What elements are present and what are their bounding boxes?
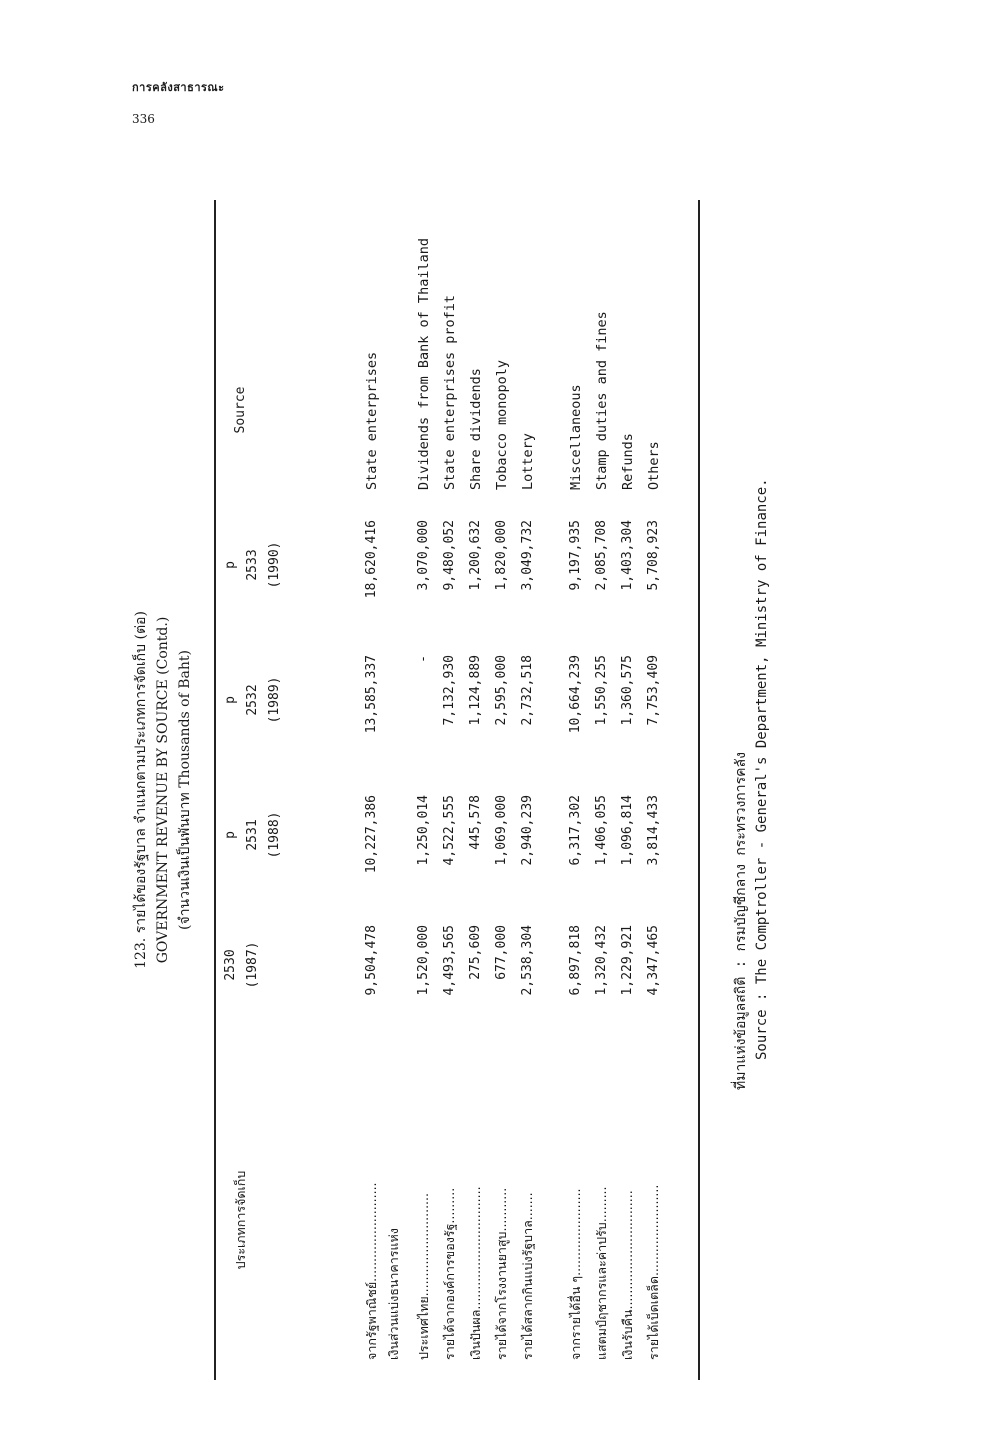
row-value-2: 10,227,386	[364, 795, 379, 874]
row-label: รายได้จากองค์การของรัฐ.........	[442, 1187, 457, 1360]
source-thai: ที่มาแห่งข้อมูลสถิติ : กรมบัญชีกลาง กระทรวงการคลัง	[733, 752, 749, 1090]
row-source: Refunds	[620, 433, 636, 490]
row-value-2: 1,069,000	[494, 795, 509, 866]
row-label: รายได้สลากกินแบ่งรัฐบาล.......	[520, 1192, 535, 1360]
row-value-3: 7,753,409	[646, 655, 661, 726]
row-value-4: 9,197,935	[568, 520, 583, 591]
row-value-3: 2,595,000	[494, 655, 509, 726]
row-value-4: 1,200,632	[468, 520, 483, 591]
col-header-year-1: 2530 (1987)	[223, 941, 260, 989]
row-value-3: 1,360,575	[620, 655, 635, 726]
row-value-4: 1,403,304	[620, 520, 635, 591]
row-value-1: 4,493,565	[442, 925, 457, 996]
row-label: แสตมป์ฤชากรและค่าปรับ.........	[594, 1186, 609, 1360]
row-label: จากรายได้อื่น ๆ......................	[568, 1188, 583, 1360]
row-label: เงินปันผล...............................	[468, 1186, 483, 1360]
row-value-1: 677,000	[494, 925, 509, 980]
table-number: 123.	[133, 937, 149, 969]
col-header-category: ประเภทการจัดเก็บ	[233, 1170, 248, 1270]
row-value-3: 1,550,255	[594, 655, 609, 726]
page-header: การคลังสาธารณะ	[132, 81, 225, 94]
row-value-4: 2,085,708	[594, 520, 609, 591]
row-label: เงินรับคืน..............................	[620, 1190, 635, 1360]
col-header-year-3: p 2532 (1989)	[223, 676, 282, 724]
bottom-rule	[698, 200, 700, 1380]
source-english: Source : The Comptroller - General's Department, Ministry of Finance.	[754, 478, 770, 1060]
row-value-2: 445,578	[468, 795, 483, 850]
row-label: เงินส่วนแบ่งธนาคารแห่ง	[386, 1228, 401, 1360]
row-value-4: 9,480,052	[442, 520, 457, 591]
title-english: GOVERNMENT REVENUE BY SOURCE (Contd.)	[155, 616, 171, 964]
row-value-1: 1,520,000	[416, 925, 431, 996]
row-value-1: 2,538,304	[520, 925, 535, 996]
col-header-year-4: p 2533 (1990)	[223, 541, 282, 589]
row-label: ประเทศไทย..........................	[416, 1193, 431, 1360]
row-value-3: 1,124,889	[468, 655, 483, 726]
row-value-2: 6,317,302	[568, 795, 583, 866]
top-rule	[214, 200, 216, 1380]
row-value-2: 4,522,555	[442, 795, 457, 866]
row-value-4: 18,620,416	[364, 520, 379, 599]
row-value-2: 2,940,239	[520, 795, 535, 866]
row-source: Others	[646, 441, 662, 490]
row-value-2: 1,406,055	[594, 795, 609, 866]
row-value-1: 1,320,432	[594, 925, 609, 996]
row-value-1: 4,347,465	[646, 925, 661, 996]
row-value-3: 10,664,239	[568, 655, 583, 734]
row-value-2: 1,096,814	[620, 795, 635, 866]
row-label: รายได้เบ็ดเตล็ด.......................	[646, 1184, 661, 1360]
row-source: Lottery	[520, 433, 536, 490]
row-value-2: 3,814,433	[646, 795, 661, 866]
row-value-3: 2,732,518	[520, 655, 535, 726]
page-number: 336	[132, 112, 155, 126]
row-value-4: 1,820,000	[494, 520, 509, 591]
row-value-4: 3,070,000	[416, 520, 431, 591]
row-source: Share dividends	[468, 368, 484, 490]
row-value-4: 5,708,923	[646, 520, 661, 591]
row-value-3: -	[416, 655, 431, 663]
title-thai: รายได้ของรัฐบาล จำแนกตามประเภทการจัดเก็บ (ต่อ)	[133, 611, 149, 934]
row-value-1: 6,897,818	[568, 925, 583, 996]
row-source: Tobacco monopoly	[494, 359, 510, 490]
row-value-1: 9,504,478	[364, 925, 379, 996]
row-source: State enterprises	[364, 351, 380, 490]
col-header-source: Source	[233, 386, 248, 434]
row-source: Stamp duties and fines	[594, 311, 610, 490]
row-value-3: 13,585,337	[364, 655, 379, 734]
row-source: Dividends from Bank of Thailand	[416, 238, 432, 490]
row-label: รายได้จากโรงงานยาสูบ...........	[494, 1187, 509, 1360]
row-value-1: 275,609	[468, 925, 483, 980]
row-value-2: 1,250,014	[416, 795, 431, 866]
row-source: State enterprises profit	[442, 294, 458, 490]
table-title-block	[130, 200, 196, 1380]
row-label: จากรัฐพาณิชย์.........................	[364, 1182, 379, 1360]
row-value-4: 3,049,732	[520, 520, 535, 591]
unit-label: (จำนวนเงินเป็นพันบาท Thousands of Baht)	[177, 650, 193, 930]
row-value-1: 1,229,921	[620, 925, 635, 996]
row-source: Miscellaneous	[568, 384, 584, 490]
rotated-table	[90, 200, 770, 1380]
row-value-3: 7,132,930	[442, 655, 457, 726]
col-header-year-2: p 2531 (1988)	[223, 811, 282, 859]
